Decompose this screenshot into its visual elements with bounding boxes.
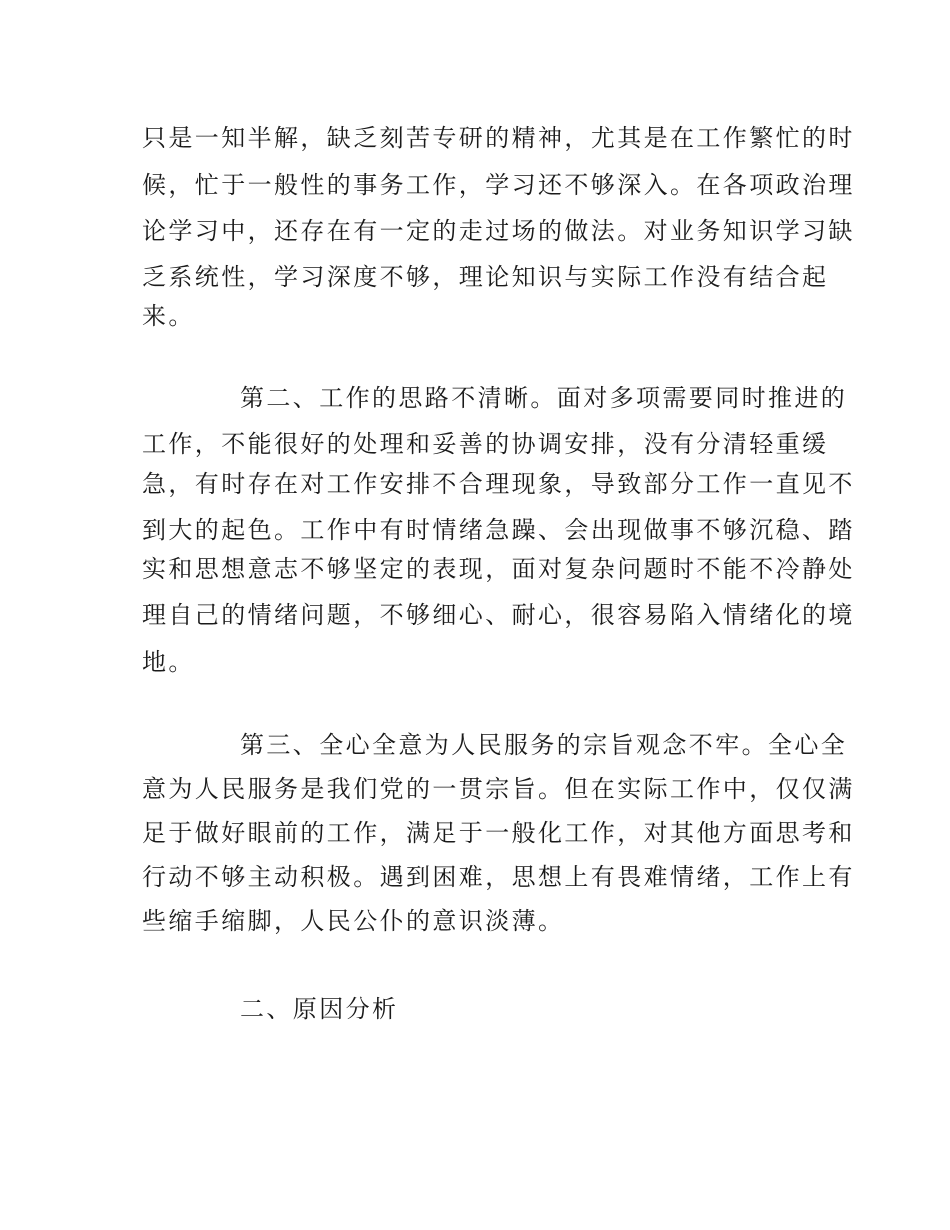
paragraph-line: 第二、工作的思路不清晰。面对多项需要同时推进的 (240, 384, 848, 412)
paragraph-line: 地。 (142, 648, 195, 676)
paragraph-line: 论学习中，还存在有一定的走过场的做法。对业务知识学习缺 (142, 217, 855, 245)
paragraph-line: 理自己的情绪问题，不够细心、耐心，很容易陷入情绪化的境 (142, 601, 855, 629)
section-heading: 二、原因分析 (240, 995, 399, 1023)
paragraph-line: 足于做好眼前的工作，满足于一般化工作，对其他方面思考和 (142, 819, 855, 847)
paragraph-line: 实和思想意志不够坚定的表现，面对复杂问题时不能不冷静处 (142, 555, 855, 583)
paragraph-line: 候，忙于一般性的事务工作，学习还不够深入。在各项政治理 (142, 171, 855, 199)
paragraph-line: 意为人民服务是我们党的一贯宗旨。但在实际工作中，仅仅满 (142, 775, 855, 803)
paragraph-line: 些缩手缩脚，人民公仆的意识淡薄。 (142, 907, 565, 935)
paragraph-line: 来。 (142, 302, 195, 330)
paragraph-line: 只是一知半解，缺乏刻苦专研的精神，尤其是在工作繁忙的时 (142, 124, 855, 152)
paragraph-line: 急，有时存在对工作安排不合理现象，导致部分工作一直见不 (142, 470, 855, 498)
paragraph-line: 工作，不能很好的处理和妥善的协调安排，没有分清轻重缓 (142, 430, 829, 458)
paragraph-line: 到大的起色。工作中有时情绪急躁、会出现做事不够沉稳、踏 (142, 516, 855, 544)
paragraph-line: 第三、全心全意为人民服务的宗旨观念不牢。全心全 (240, 731, 848, 759)
paragraph-line: 行动不够主动积极。遇到困难，思想上有畏难情绪，工作上有 (142, 863, 855, 891)
paragraph-line: 乏系统性，学习深度不够，理论知识与实际工作没有结合起 (142, 263, 829, 291)
